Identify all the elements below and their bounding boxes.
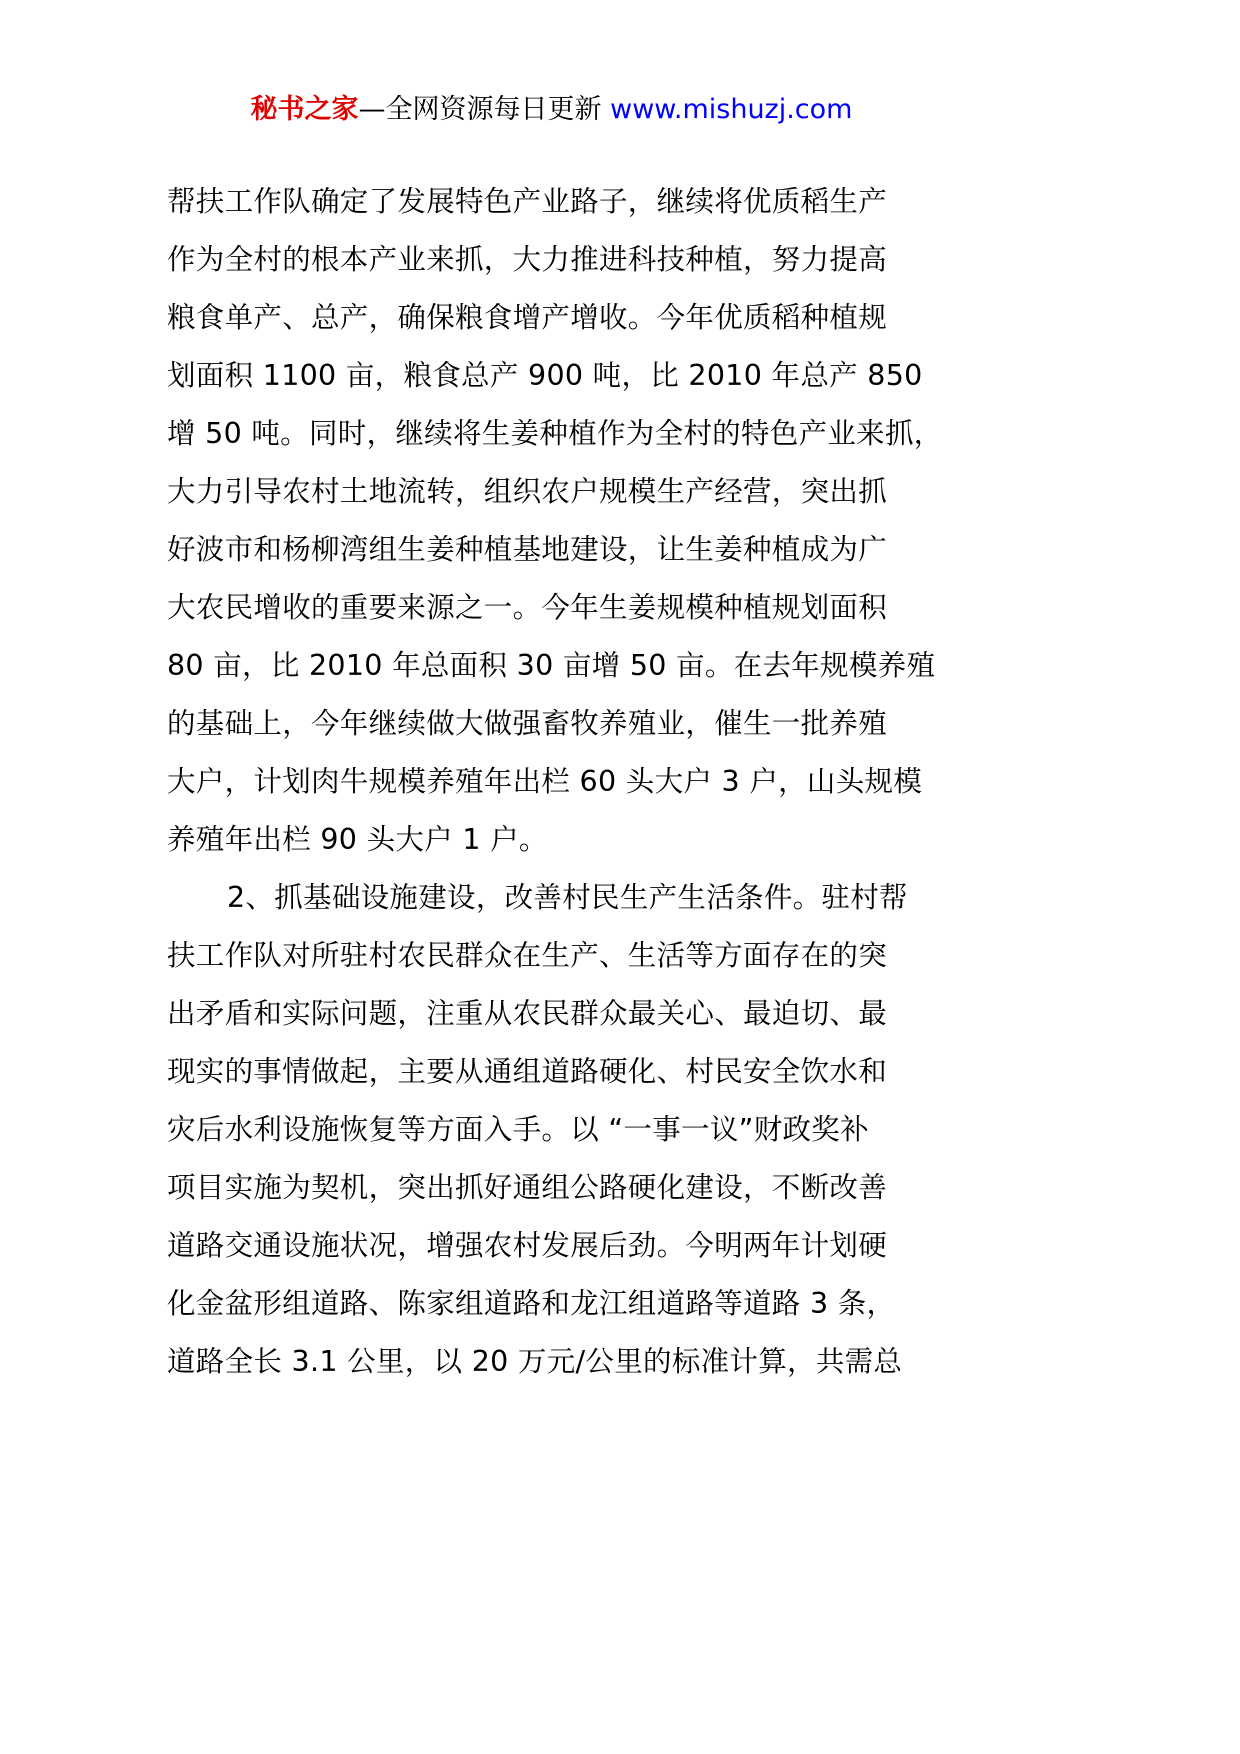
text-line: 项目实施为契机，突出抓好通组公路硬化建设，不断改善 [167, 1171, 888, 1204]
site-brand: 秘书之家 [250, 94, 359, 125]
text-line: 增 50 吨。同时，继续将生姜种植作为全村的特色产业来抓， [167, 417, 943, 450]
page-header [0, 90, 1103, 130]
text-line: 出矛盾和实际问题，注重从农民群众最关心、最迫切、最 [167, 997, 888, 1030]
text-line: 的基础上，今年继续做大做强畜牧养殖业，催生一批养殖 [167, 707, 888, 740]
site-tagline: —全网资源每日更新 [358, 94, 611, 125]
text-line: 养殖年出栏 90 头大户 1 户。 [167, 823, 548, 856]
text-line: 大户，计划肉牛规模养殖年出栏 60 头大户 3 户，山头规模 [167, 765, 923, 798]
text-line: 粮食单产、总产，确保粮食增产增收。今年优质稻种植规 [167, 301, 888, 334]
text-line: 扶工作队对所驻村农民群众在生产、生活等方面存在的突 [167, 939, 888, 972]
text-line: 道路全长 3.1 公里，以 20 万元/公里的标准计算，共需总 [167, 1345, 903, 1378]
text-line: 大力引导农村土地流转，组织农户规模生产经营，突出抓 [167, 475, 888, 508]
document-body [167, 173, 967, 1391]
text-line: 大农民增收的重要来源之一。今年生姜规模种植规划面积 [167, 591, 888, 624]
text-line: 80 亩，比 2010 年总面积 30 亩增 50 亩。在去年规模养殖 [167, 649, 936, 682]
text-line: 好波市和杨柳湾组生姜种植基地建设，让生姜种植成为广 [167, 533, 888, 566]
text-line: 化金盆形组道路、陈家组道路和龙江组道路等道路 3 条， [167, 1287, 896, 1320]
text-line: 道路交通设施状况，增强农村发展后劲。今明两年计划硬 [167, 1229, 888, 1262]
text-line: 灾后水利设施恢复等方面入手。以 “一事一议”财政奖补 [167, 1113, 869, 1146]
text-line: 帮扶工作队确定了发展特色产业路子，继续将优质稻生产 [167, 185, 888, 218]
text-line: 划面积 1100 亩，粮食总产 900 吨，比 2010 年总产 850 [167, 359, 923, 392]
site-url-link[interactable]: www.mishuzj.com [610, 94, 853, 125]
paragraph-start-line: 2、抓基础设施建设，改善村民生产生活条件。驻村帮 [227, 881, 908, 914]
text-line: 作为全村的根本产业来抓，大力推进科技种植，努力提高 [167, 243, 888, 276]
text-line: 现实的事情做起，主要从通组道路硬化、村民安全饮水和 [167, 1055, 888, 1088]
